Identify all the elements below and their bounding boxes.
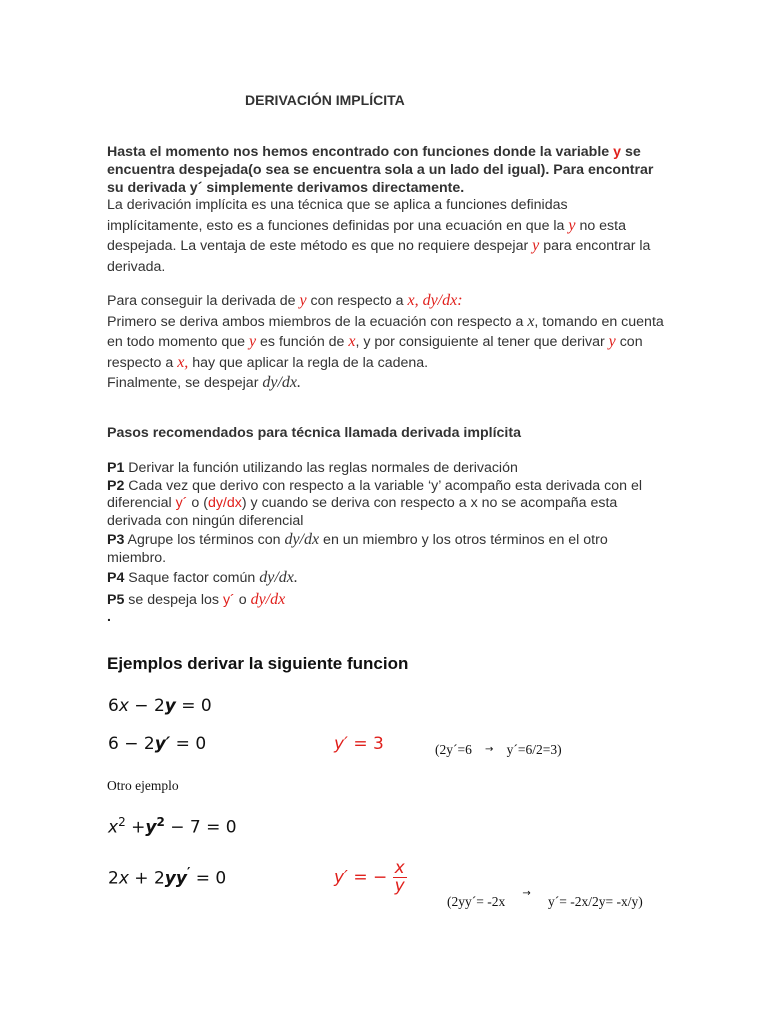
para2-var-y: y xyxy=(299,292,307,309)
step-p1 xyxy=(107,460,667,478)
step-text: o ( xyxy=(187,495,208,511)
step-text: ) y cuando se deriva con respecto a x no se acompaña esta derivada con ningún diferencial xyxy=(107,495,618,529)
para1-var-y: y xyxy=(532,237,540,254)
arrow-icon: → xyxy=(485,744,494,755)
example2-result: y′ = − $\frac{x}{y}$ xyxy=(334,858,405,896)
dydx: dy/dx xyxy=(284,531,320,548)
step-label: P3 xyxy=(107,532,125,548)
fraction-denominator: y xyxy=(394,876,405,896)
stray-dot xyxy=(107,609,667,627)
para2-var-x: x xyxy=(527,312,535,330)
para1-text-c: para encontrar la derivada. xyxy=(107,238,651,275)
para2-text-f: es función de xyxy=(256,334,349,350)
example2-equation: $x^2 +y^2 - 7 = 0$ xyxy=(108,815,237,838)
paragraph-definition xyxy=(107,195,662,277)
para2-var-y: y xyxy=(248,333,257,350)
intro-var-y: y xyxy=(613,144,622,160)
example1-equation: 6x − 2y = 0 xyxy=(108,696,212,716)
example1-result: y′ = 3 xyxy=(334,734,384,754)
note-text: y´= -2x/2y= -x/y) xyxy=(547,894,643,909)
para2-text-g: , y por consiguiente al tener que derivar xyxy=(355,334,609,350)
para2-text-i: hay que aplicar la regla de la cadena. xyxy=(188,354,429,371)
para2-var-x: x, xyxy=(177,353,189,371)
steps-list xyxy=(107,460,667,627)
procedure-body xyxy=(107,312,667,374)
step-text: se despeja los xyxy=(124,591,223,608)
example1-derivative: 6 − 2y′ = 0 xyxy=(108,734,207,754)
procedure-last-line xyxy=(107,373,667,394)
para2-text-d: Primero se deriva ambos miembros de la ecuación con respecto a xyxy=(107,313,528,330)
step-p3 xyxy=(107,531,667,567)
step-text: Cada vez que derivo con respecto a la variable ‘y’ acompaño esta derivada con el diferencial xyxy=(107,477,642,511)
para2-var-x: x, xyxy=(407,292,419,309)
y-prime: y´ xyxy=(175,495,188,511)
para2-var-y: y xyxy=(608,333,616,350)
para2-dydx: dy/dx. xyxy=(262,374,302,391)
dydx: dy/dx xyxy=(207,495,242,511)
paragraph-procedure xyxy=(107,291,667,394)
step-label: P1 xyxy=(107,460,125,476)
arrow-icon: → xyxy=(522,888,531,899)
intro-bold-paragraph xyxy=(107,143,667,197)
result-fraction xyxy=(393,860,407,895)
para2-text-j: Finalmente, se despejar xyxy=(107,375,263,391)
example1-note xyxy=(435,742,562,758)
dot: . xyxy=(107,609,111,625)
other-example-label: Otro ejemplo xyxy=(107,778,179,793)
dydx: dy/dx. xyxy=(259,569,298,586)
para1-text-a: La derivación implícita es una técnica que se aplica a funciones definidas implícitamente, esto es a funciones definidas por una ecuación en que la xyxy=(107,197,569,234)
y-prime: y´ xyxy=(222,591,235,608)
step-label: P2 xyxy=(107,477,125,494)
step-p2 xyxy=(107,478,667,531)
step-text: Agrupe los términos con xyxy=(124,532,285,548)
step-text: en un miembro y los otros términos en el otro miembro. xyxy=(107,532,608,566)
para2-text-b: con respecto a xyxy=(306,293,408,309)
examples-heading: Ejemplos derivar la siguiente funcion xyxy=(107,654,409,673)
example2-note xyxy=(447,888,643,910)
page-title: DERIVACIÓN IMPLÍCITA xyxy=(245,92,405,108)
step-label: P5 xyxy=(107,591,125,608)
note-text: (2y´=6 xyxy=(435,742,472,757)
example2-derivative: 2x + 2yy′ = 0 xyxy=(108,866,227,889)
dydx: dy/dx xyxy=(250,590,286,608)
para2-text-a: Para conseguir la derivada de xyxy=(107,293,300,309)
step-text: Saque factor común xyxy=(124,570,260,586)
step-label: P4 xyxy=(107,570,125,586)
note-text: y´=6/2=3) xyxy=(506,742,562,757)
step-text: o xyxy=(234,591,251,608)
para2-var-x: x xyxy=(348,333,356,350)
procedure-line-1 xyxy=(107,291,667,312)
fraction-numerator: x xyxy=(394,858,405,878)
step-p4 xyxy=(107,569,667,588)
step-p5 xyxy=(107,591,667,610)
para1-text-b: no esta despejada. La ventaja de este método es que no requiere despejar xyxy=(107,217,626,254)
intro-text-1: Hasta el momento nos hemos encontrado con funciones donde la variable xyxy=(107,144,614,160)
intro-text-2: se encuentra despejada(o sea se encuentra sola a un lado del igual). Para encontrar su derivada y´ simplemente derivamos directamente. xyxy=(107,144,654,196)
para2-text-h: con respecto a xyxy=(107,334,643,371)
note-text: (2yy´= -2x xyxy=(447,894,506,909)
para2-text-e: , tomando en cuenta en todo momento que xyxy=(107,313,664,350)
steps-heading: Pasos recomendados para técnica llamada derivada implícita xyxy=(107,425,521,441)
para2-dydx: dy/dx: xyxy=(422,292,463,309)
step-text: Derivar la función utilizando las reglas normales de derivación xyxy=(124,460,518,476)
para1-var-y: y xyxy=(568,216,576,234)
